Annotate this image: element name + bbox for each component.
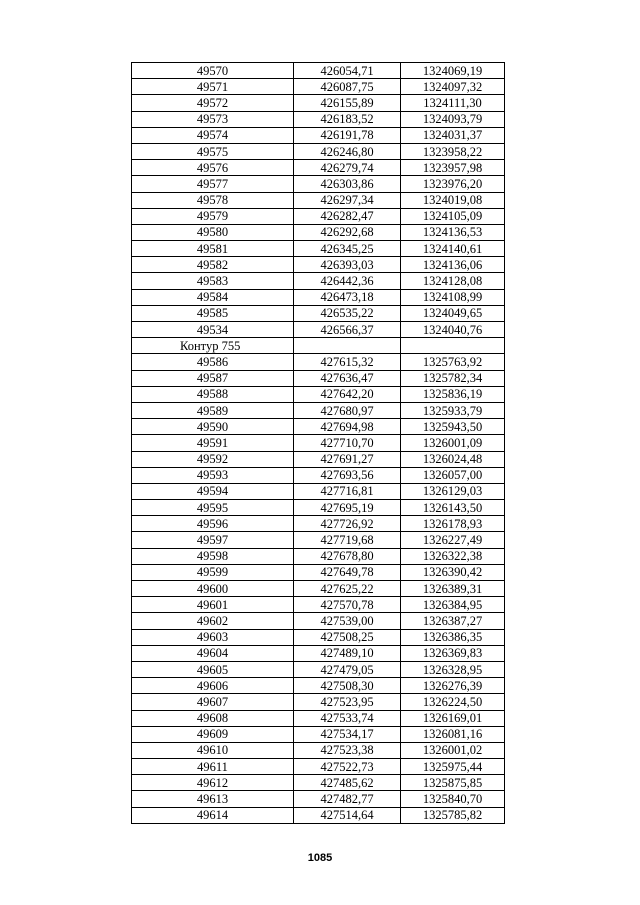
point-number-cell: 49596	[132, 516, 294, 532]
x-coordinate-cell: 426054,71	[294, 63, 401, 79]
table-row	[132, 629, 505, 645]
y-coordinate-cell: 1326024,48	[401, 451, 505, 467]
x-coordinate-cell: 427680,97	[294, 402, 401, 418]
y-coordinate-cell: 1326328,95	[401, 661, 505, 677]
table-row	[132, 95, 505, 111]
point-number-cell: 49579	[132, 208, 294, 224]
x-coordinate-cell: 427523,95	[294, 694, 401, 710]
x-coordinate-cell: 427522,73	[294, 759, 401, 775]
table-row	[132, 678, 505, 694]
x-coordinate-cell: 427489,10	[294, 645, 401, 661]
table-row	[132, 79, 505, 95]
x-coordinate-cell: 427570,78	[294, 597, 401, 613]
point-number-cell: 49600	[132, 581, 294, 597]
point-number-cell: 49591	[132, 435, 294, 451]
x-coordinate-cell: 427636,47	[294, 370, 401, 386]
x-coordinate-cell: 426191,78	[294, 127, 401, 143]
table-row	[132, 694, 505, 710]
table-row	[132, 775, 505, 791]
point-number-cell: 49608	[132, 710, 294, 726]
x-coordinate-cell: 427710,70	[294, 435, 401, 451]
point-number-cell: 49597	[132, 532, 294, 548]
x-coordinate-cell: 427482,77	[294, 791, 401, 807]
y-coordinate-cell: 1324031,37	[401, 127, 505, 143]
x-coordinate-cell: 426087,75	[294, 79, 401, 95]
table-row	[132, 127, 505, 143]
y-coordinate-cell: 1324093,79	[401, 111, 505, 127]
point-number-cell: 49606	[132, 678, 294, 694]
point-number-cell: 49534	[132, 322, 294, 338]
y-coordinate-cell: 1326369,83	[401, 645, 505, 661]
table-row	[132, 370, 505, 386]
x-coordinate-cell: 427693,56	[294, 467, 401, 483]
table-row	[132, 791, 505, 807]
point-number-cell: 49586	[132, 354, 294, 370]
table-row	[132, 402, 505, 418]
table-row	[132, 192, 505, 208]
x-coordinate-cell: 426155,89	[294, 95, 401, 111]
x-coordinate-cell: 427539,00	[294, 613, 401, 629]
table-row	[132, 661, 505, 677]
table-row	[132, 241, 505, 257]
point-number-cell: 49598	[132, 548, 294, 564]
point-number-cell: 49607	[132, 694, 294, 710]
x-coordinate-cell: 426303,86	[294, 176, 401, 192]
x-coordinate-cell: 426297,34	[294, 192, 401, 208]
point-number-cell: 49582	[132, 257, 294, 273]
y-coordinate-cell: 1324111,30	[401, 95, 505, 111]
point-number-cell: 49611	[132, 759, 294, 775]
y-coordinate-cell: 1326387,27	[401, 613, 505, 629]
point-number-cell: 49574	[132, 127, 294, 143]
y-coordinate-cell: 1326224,50	[401, 694, 505, 710]
point-number-cell: 49571	[132, 79, 294, 95]
point-number-cell: 49610	[132, 742, 294, 758]
table-row	[132, 645, 505, 661]
table-row	[132, 143, 505, 159]
point-number-cell: 49584	[132, 289, 294, 305]
point-number-cell: 49599	[132, 564, 294, 580]
point-number-cell: 49570	[132, 63, 294, 79]
table-row	[132, 516, 505, 532]
table-row	[132, 208, 505, 224]
y-coordinate-cell: 1326386,35	[401, 629, 505, 645]
x-coordinate-cell: 426183,52	[294, 111, 401, 127]
y-coordinate-cell: 1326178,93	[401, 516, 505, 532]
y-coordinate-cell: 1326227,49	[401, 532, 505, 548]
table-row	[132, 710, 505, 726]
y-coordinate-cell: 1326390,42	[401, 564, 505, 580]
table-row	[132, 305, 505, 321]
point-number-cell: 49614	[132, 807, 294, 823]
table-row	[132, 160, 505, 176]
point-number-cell: 49594	[132, 483, 294, 499]
table-row	[132, 613, 505, 629]
point-number-cell: 49601	[132, 597, 294, 613]
table-row	[132, 451, 505, 467]
y-coordinate-cell: 1325875,85	[401, 775, 505, 791]
point-number-cell: 49590	[132, 419, 294, 435]
x-coordinate-cell: 427625,22	[294, 581, 401, 597]
point-number-cell: 49578	[132, 192, 294, 208]
y-coordinate-cell: 1323976,20	[401, 176, 505, 192]
y-coordinate-cell: 1326322,38	[401, 548, 505, 564]
x-coordinate-cell: 426279,74	[294, 160, 401, 176]
y-coordinate-cell: 1324019,08	[401, 192, 505, 208]
y-coordinate-cell: 1324140,61	[401, 241, 505, 257]
table-row	[132, 597, 505, 613]
y-coordinate-cell	[401, 338, 505, 354]
x-coordinate-cell: 427678,80	[294, 548, 401, 564]
x-coordinate-cell: 426246,80	[294, 143, 401, 159]
y-coordinate-cell: 1324136,53	[401, 224, 505, 240]
point-number-cell: 49609	[132, 726, 294, 742]
point-number-cell: 49604	[132, 645, 294, 661]
table-row	[132, 273, 505, 289]
table-row	[132, 354, 505, 370]
table-row	[132, 483, 505, 499]
table-row	[132, 467, 505, 483]
y-coordinate-cell: 1324136,06	[401, 257, 505, 273]
coordinates-table	[131, 62, 505, 824]
y-coordinate-cell: 1326389,31	[401, 581, 505, 597]
table-row	[132, 257, 505, 273]
point-number-cell: 49613	[132, 791, 294, 807]
y-coordinate-cell: 1326276,39	[401, 678, 505, 694]
x-coordinate-cell: 427514,64	[294, 807, 401, 823]
x-coordinate-cell: 427479,05	[294, 661, 401, 677]
table-row	[132, 176, 505, 192]
y-coordinate-cell: 1326001,02	[401, 742, 505, 758]
x-coordinate-cell: 427523,38	[294, 742, 401, 758]
y-coordinate-cell: 1325763,92	[401, 354, 505, 370]
y-coordinate-cell: 1325785,82	[401, 807, 505, 823]
table-row	[132, 564, 505, 580]
table-row	[132, 289, 505, 305]
point-number-cell: 49603	[132, 629, 294, 645]
y-coordinate-cell: 1324040,76	[401, 322, 505, 338]
point-number-cell: 49595	[132, 500, 294, 516]
x-coordinate-cell: 427649,78	[294, 564, 401, 580]
y-coordinate-cell: 1326001,09	[401, 435, 505, 451]
section-header-row	[132, 338, 505, 354]
y-coordinate-cell: 1326057,00	[401, 467, 505, 483]
table-row	[132, 581, 505, 597]
x-coordinate-cell: 426292,68	[294, 224, 401, 240]
y-coordinate-cell: 1323958,22	[401, 143, 505, 159]
y-coordinate-cell: 1324097,32	[401, 79, 505, 95]
x-coordinate-cell: 426535,22	[294, 305, 401, 321]
y-coordinate-cell: 1324105,09	[401, 208, 505, 224]
x-coordinate-cell: 427508,30	[294, 678, 401, 694]
point-number-cell: 49583	[132, 273, 294, 289]
table-row	[132, 322, 505, 338]
x-coordinate-cell: 426282,47	[294, 208, 401, 224]
table-row	[132, 111, 505, 127]
table-row	[132, 532, 505, 548]
x-coordinate-cell: 427615,32	[294, 354, 401, 370]
y-coordinate-cell: 1326143,50	[401, 500, 505, 516]
x-coordinate-cell: 426473,18	[294, 289, 401, 305]
x-coordinate-cell: 427726,92	[294, 516, 401, 532]
table-row	[132, 419, 505, 435]
x-coordinate-cell: 427716,81	[294, 483, 401, 499]
x-coordinate-cell: 427508,25	[294, 629, 401, 645]
table-row	[132, 500, 505, 516]
page-number: 1085	[307, 852, 333, 864]
x-coordinate-cell: 427719,68	[294, 532, 401, 548]
x-coordinate-cell: 427533,74	[294, 710, 401, 726]
point-number-cell: 49575	[132, 143, 294, 159]
point-number-cell: 49589	[132, 402, 294, 418]
x-coordinate-cell: 426393,03	[294, 257, 401, 273]
table-row	[132, 435, 505, 451]
point-number-cell: 49592	[132, 451, 294, 467]
table-row	[132, 224, 505, 240]
table-row	[132, 548, 505, 564]
y-coordinate-cell: 1325975,44	[401, 759, 505, 775]
y-coordinate-cell: 1323957,98	[401, 160, 505, 176]
y-coordinate-cell: 1326081,16	[401, 726, 505, 742]
table-row	[132, 726, 505, 742]
point-number-cell: 49587	[132, 370, 294, 386]
y-coordinate-cell: 1325840,70	[401, 791, 505, 807]
point-number-cell: 49573	[132, 111, 294, 127]
point-number-cell: 49612	[132, 775, 294, 791]
x-coordinate-cell	[294, 338, 401, 354]
point-number-cell: 49585	[132, 305, 294, 321]
point-number-cell: 49593	[132, 467, 294, 483]
y-coordinate-cell: 1325836,19	[401, 386, 505, 402]
point-number-cell: 49602	[132, 613, 294, 629]
table-row	[132, 742, 505, 758]
table-row	[132, 807, 505, 823]
y-coordinate-cell: 1324069,19	[401, 63, 505, 79]
x-coordinate-cell: 427642,20	[294, 386, 401, 402]
coordinates-table-body	[132, 63, 505, 824]
x-coordinate-cell: 427694,98	[294, 419, 401, 435]
y-coordinate-cell: 1326384,95	[401, 597, 505, 613]
x-coordinate-cell: 426442,36	[294, 273, 401, 289]
y-coordinate-cell: 1325943,50	[401, 419, 505, 435]
table-row	[132, 386, 505, 402]
point-number-cell: 49588	[132, 386, 294, 402]
point-number-cell: 49580	[132, 224, 294, 240]
point-number-cell: 49576	[132, 160, 294, 176]
y-coordinate-cell: 1325933,79	[401, 402, 505, 418]
point-number-cell: 49605	[132, 661, 294, 677]
y-coordinate-cell: 1325782,34	[401, 370, 505, 386]
x-coordinate-cell: 427485,62	[294, 775, 401, 791]
section-label-cell: Контур 755	[132, 338, 294, 354]
point-number-cell: 49581	[132, 241, 294, 257]
x-coordinate-cell: 427695,19	[294, 500, 401, 516]
y-coordinate-cell: 1326169,01	[401, 710, 505, 726]
point-number-cell: 49572	[132, 95, 294, 111]
y-coordinate-cell: 1326129,03	[401, 483, 505, 499]
y-coordinate-cell: 1324128,08	[401, 273, 505, 289]
y-coordinate-cell: 1324049,65	[401, 305, 505, 321]
x-coordinate-cell: 427534,17	[294, 726, 401, 742]
x-coordinate-cell: 426566,37	[294, 322, 401, 338]
x-coordinate-cell: 427691,27	[294, 451, 401, 467]
table-row	[132, 759, 505, 775]
x-coordinate-cell: 426345,25	[294, 241, 401, 257]
point-number-cell: 49577	[132, 176, 294, 192]
table-row	[132, 63, 505, 79]
y-coordinate-cell: 1324108,99	[401, 289, 505, 305]
